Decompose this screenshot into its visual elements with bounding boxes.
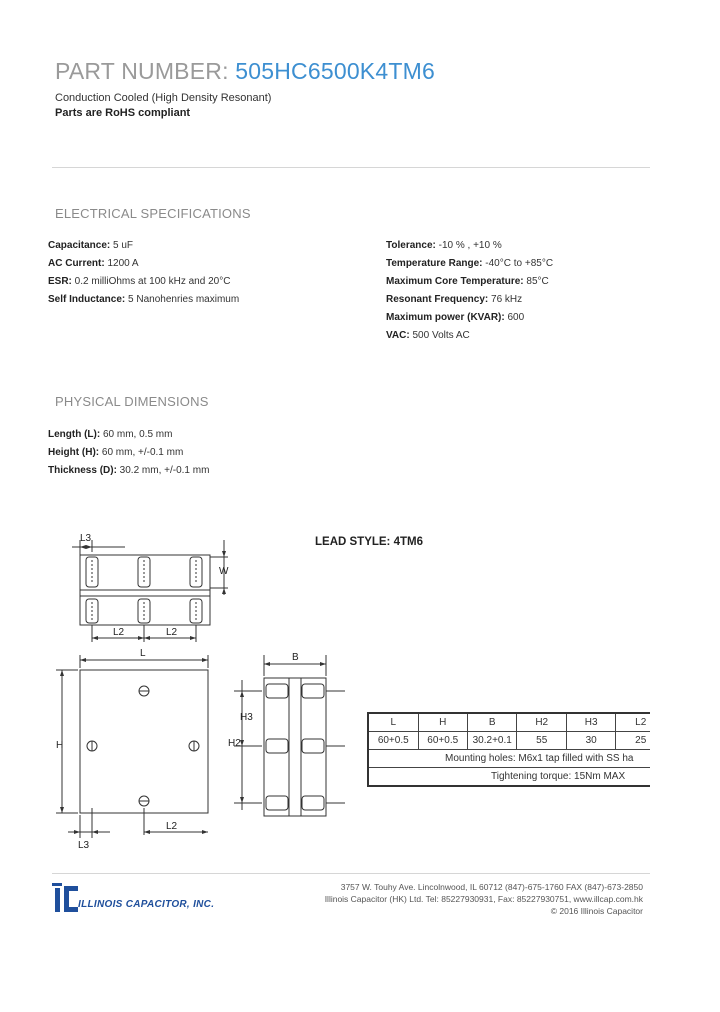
spec-value: 76 kHz [488, 294, 523, 305]
table-cell: 30 [566, 732, 615, 750]
spec-label: Capacitance: [48, 240, 111, 251]
table-row [368, 768, 650, 787]
electrical-heading: ELECTRICAL SPECIFICATIONS [55, 206, 251, 221]
footer-divider [52, 873, 650, 874]
spec-label: Height (H): [48, 447, 100, 458]
spec-label: Thickness (D): [48, 465, 117, 476]
spec-label: Tolerance: [386, 240, 436, 251]
spec-value: 600 [504, 312, 525, 323]
footer-copyright: © 2016 Illinois Capacitor [550, 906, 643, 916]
table-header: L2 [616, 713, 650, 732]
table-row [368, 750, 650, 768]
table-header-row [368, 713, 650, 732]
mounting-holes-note: Mounting holes: M6x1 tap filled with SS ha [368, 750, 650, 768]
spec-value: 0.2 milliOhms at 100 kHz and 20°C [71, 276, 231, 287]
torque-note: Tightening torque: 15Nm MAX [368, 768, 650, 787]
dimension-table [367, 712, 650, 787]
label-l2-right: L2 [166, 627, 178, 638]
label-h2: H2 [228, 738, 241, 749]
spec-label: AC Current: [48, 258, 105, 269]
table-cell: 25 [616, 732, 650, 750]
part-number: 505HC6500K4TM6 [235, 58, 435, 84]
spec-value: 5 uF [110, 240, 134, 251]
spec-value: 60 mm, +/-0.1 mm [99, 447, 184, 458]
subtitle: Conduction Cooled (High Density Resonant) [55, 92, 272, 104]
spec-value: -10 % , +10 % [435, 240, 502, 251]
physical-heading: PHYSICAL DIMENSIONS [55, 394, 209, 409]
spec-value: 500 Volts AC [409, 330, 470, 341]
spec-value: 60 mm, 0.5 mm [100, 429, 173, 440]
spec-label: Length (L): [48, 429, 101, 440]
table-header: L [368, 713, 418, 732]
spec-label: Maximum power (KVAR): [386, 312, 505, 323]
rohs-note: Parts are RoHS compliant [55, 107, 191, 119]
table-cell: 55 [517, 732, 566, 750]
table-header: H [418, 713, 467, 732]
label-b: B [292, 652, 299, 663]
table-cell: 30.2+0.1 [467, 732, 516, 750]
table-row [368, 732, 650, 750]
label-h: H [56, 740, 64, 751]
label-l: L [140, 648, 146, 659]
spec-value: 30.2 mm, +/-0.1 mm [116, 465, 210, 476]
spec-label: ESR: [48, 276, 72, 287]
spec-value: -40°C to +85°C [482, 258, 554, 269]
spec-label: Maximum Core Temperature: [386, 276, 524, 287]
label-l2-bottom: L2 [166, 821, 178, 832]
spec-label: Temperature Range: [386, 258, 483, 269]
dimension-table-wrapper [367, 712, 650, 792]
label-w: W [219, 566, 229, 577]
company-logo-text: ILLINOIS CAPACITOR, INC. [78, 899, 215, 910]
spec-label: Resonant Frequency: [386, 294, 489, 305]
spec-value: 5 Nanohenries maximum [125, 294, 240, 305]
table-header: H2 [517, 713, 566, 732]
table-cell: 60+0.5 [368, 732, 418, 750]
label-l2-left: L2 [113, 627, 125, 638]
label-h3: H3 [240, 712, 253, 723]
footer-hk-office: Illinois Capacitor (HK) Ltd. Tel: 85227930931, Fax: 85227930751, www.illcap.com.hk [324, 894, 643, 904]
label-l3-top: L3 [80, 533, 92, 544]
table-cell: 60+0.5 [418, 732, 467, 750]
spec-value: 1200 A [104, 258, 139, 269]
table-header: H3 [566, 713, 615, 732]
label-l3-bottom: L3 [78, 840, 90, 851]
spec-value: 85°C [523, 276, 549, 287]
side-view-body [264, 678, 326, 816]
company-logo-icon [52, 880, 80, 916]
title-prefix: PART NUMBER: [55, 58, 236, 84]
spec-label: VAC: [386, 330, 410, 341]
footer-address: 3757 W. Touhy Ave. Lincolnwood, IL 60712 (847)-675-1760 FAX (847)-673-2850 [340, 882, 643, 892]
table-header: B [467, 713, 516, 732]
lead-style-title: LEAD STYLE: 4TM6 [315, 536, 423, 548]
spec-label: Self Inductance: [48, 294, 126, 305]
